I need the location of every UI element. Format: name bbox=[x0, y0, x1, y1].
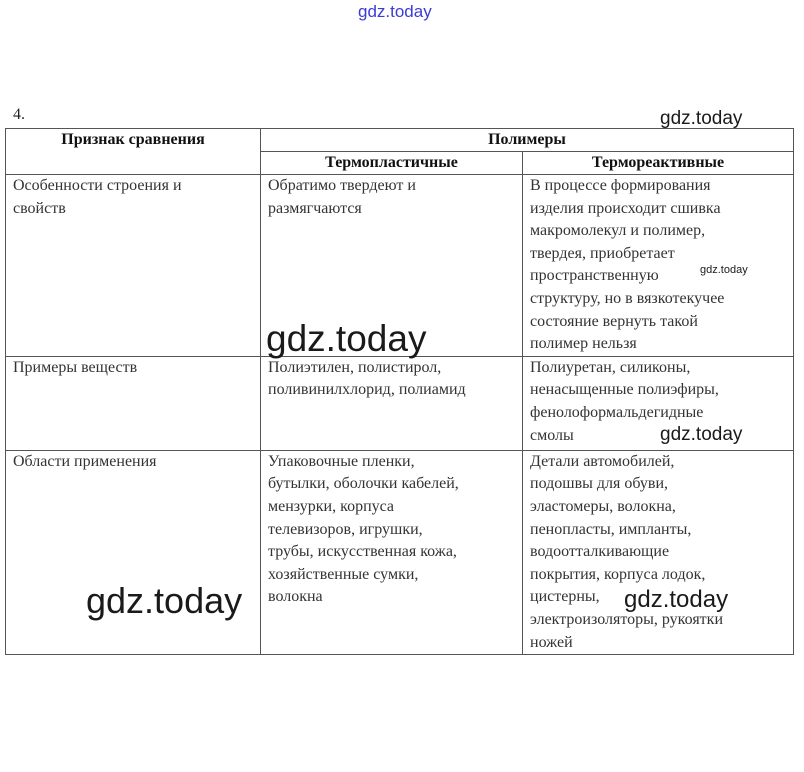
header-criterion: Признак сравнения bbox=[6, 129, 261, 175]
cell-text-line: фенолоформальдегидные bbox=[530, 403, 704, 421]
cell-criterion bbox=[6, 450, 261, 654]
cell-text-line: Полиэтилен, полистирол, bbox=[268, 358, 442, 376]
cell-text-line: бутылки, оболочки кабелей, bbox=[268, 475, 459, 493]
cell-criterion bbox=[6, 175, 261, 357]
cell-text-line: макромолекул и полимер, bbox=[530, 222, 706, 240]
watermark-top: gdz.today bbox=[358, 2, 432, 21]
cell-thermoplastic bbox=[261, 450, 523, 654]
cell-text-line: водоотталкивающие bbox=[530, 543, 670, 561]
cell-text-line: ножей bbox=[530, 633, 573, 651]
watermark: gdz.today bbox=[700, 264, 748, 276]
cell-criterion bbox=[6, 356, 261, 450]
cell-text-line: Особенности строения и bbox=[13, 177, 182, 194]
cell-text-line: ненасыщенные полиэфиры, bbox=[530, 381, 719, 399]
cell-text-line: электроизоляторы, рукоятки bbox=[530, 610, 723, 628]
cell-text-line: Примеры веществ bbox=[13, 358, 138, 376]
cell-text-line: волокна bbox=[268, 588, 323, 606]
header-thermoplastic: Термопластичные bbox=[261, 152, 523, 175]
cell-text-line: структуру, но в вязкотекучее bbox=[530, 289, 725, 307]
task-number: 4. bbox=[13, 106, 25, 123]
comparison-table bbox=[5, 128, 794, 655]
cell-text-line: изделия происходит сшивка bbox=[530, 199, 721, 217]
header-thermoset: Термореактивные bbox=[523, 152, 794, 175]
watermark: gdz.today bbox=[86, 580, 243, 621]
cell-text-line: состояние вернуть такой bbox=[530, 312, 698, 330]
cell-text-line: хозяйственные сумки, bbox=[268, 565, 419, 583]
cell-text-line: пространственную bbox=[530, 267, 659, 285]
header-row bbox=[6, 129, 794, 152]
cell-text-line: поливинилхлорид, полиамид bbox=[268, 381, 466, 399]
watermark: gdz.today bbox=[266, 318, 427, 359]
cell-thermoplastic bbox=[261, 356, 523, 450]
cell-text-line: свойств bbox=[13, 199, 66, 217]
cell-thermoset bbox=[523, 450, 794, 654]
cell-text-line: смолы bbox=[530, 426, 574, 444]
cell-thermoset bbox=[523, 175, 794, 357]
cell-text-line: полимер нельзя bbox=[530, 335, 637, 353]
watermark: gdz.today bbox=[660, 424, 743, 445]
cell-text-line: Упаковочные пленки, bbox=[268, 452, 415, 470]
cell-text-line: Полиуретан, силиконы, bbox=[530, 358, 691, 376]
cell-text-line: Детали автомобилей, bbox=[530, 452, 675, 470]
cell-text-line: твердея, приобретает bbox=[530, 244, 675, 262]
header-polymers: Полимеры bbox=[261, 129, 794, 152]
watermark: gdz.today bbox=[660, 108, 743, 129]
cell-text-line: пенопласты, импланты, bbox=[530, 520, 692, 538]
cell-text-line: подошвы для обуви, bbox=[530, 475, 668, 493]
watermark: gdz.today bbox=[624, 586, 729, 613]
cell-text-line: Области применения bbox=[13, 452, 157, 470]
cell-text-line: покрытия, корпуса лодок, bbox=[530, 565, 706, 583]
cell-text-line: В процессе формирования bbox=[530, 177, 711, 194]
cell-text-line: эластомеры, волокна, bbox=[530, 497, 676, 515]
table-row bbox=[6, 450, 794, 654]
cell-text-line: Обратимо твердеют и bbox=[268, 177, 416, 194]
cell-text-line: цистерны, bbox=[530, 588, 600, 606]
cell-text-line: мензурки, корпуса bbox=[268, 497, 395, 515]
cell-text-line: размягчаются bbox=[268, 199, 362, 217]
cell-thermoset bbox=[523, 356, 794, 450]
cell-text-line: телевизоров, игрушки, bbox=[268, 520, 423, 538]
cell-text-line: трубы, искусственная кожа, bbox=[268, 543, 457, 561]
